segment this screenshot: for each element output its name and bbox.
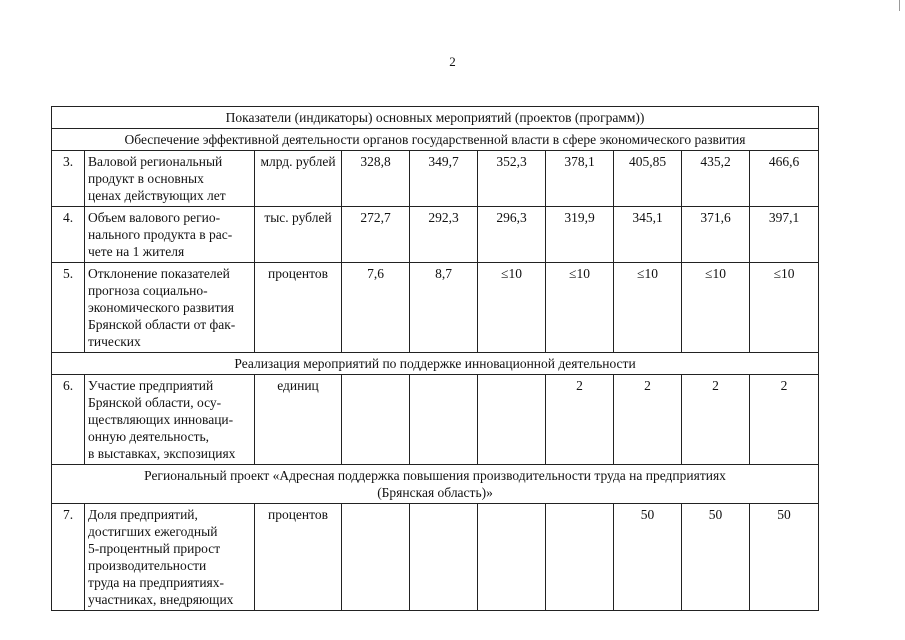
value-cell: 352,3 [478, 151, 546, 207]
value-cell: ≤10 [546, 263, 614, 353]
indicator-name-line: нального продукта в рас- [88, 227, 233, 242]
indicator-name-line: экономического развития [88, 300, 234, 315]
value-cell: 466,6 [750, 151, 819, 207]
edge-mark [899, 0, 900, 11]
indicator-name-line: Брянской области, осу- [88, 395, 222, 410]
row-number: 7. [52, 504, 85, 611]
value-cell: 292,3 [410, 207, 478, 263]
indicator-name [85, 263, 255, 353]
value-cell: 405,85 [614, 151, 682, 207]
indicators-table [51, 106, 819, 611]
value-cell: 2 [750, 375, 819, 465]
indicator-name-line: тических [88, 334, 141, 349]
page-number: 2 [449, 54, 456, 69]
value-cell: ≤10 [682, 263, 750, 353]
section-title [52, 465, 819, 504]
table-row [52, 504, 819, 611]
value-cell [478, 504, 546, 611]
indicator-name-line: Участие предприятий [88, 378, 214, 393]
indicator-name-line: ществляющих инноваци- [88, 412, 234, 427]
indicator-name-line: прогноза социально- [88, 283, 208, 298]
value-cell: 328,8 [342, 151, 410, 207]
unit-cell: процентов [255, 263, 342, 353]
indicator-name-line: Доля предприятий, [88, 507, 198, 522]
indicator-name-line: в выставках, экспозициях [88, 446, 236, 461]
indicator-name-line: онную деятельность, [88, 429, 209, 444]
indicator-name-line: ценах действующих лет [88, 188, 226, 203]
indicator-name-line: Валовой региональный [88, 154, 223, 169]
indicator-name [85, 207, 255, 263]
indicator-name-line: чете на 1 жителя [88, 244, 185, 259]
value-cell [342, 375, 410, 465]
section-row [52, 353, 819, 375]
section-title [52, 353, 819, 375]
section-title [52, 129, 819, 151]
value-cell: 8,7 [410, 263, 478, 353]
table-header-row [52, 107, 819, 129]
section-row [52, 465, 819, 504]
indicator-name-line: производительности [88, 558, 207, 573]
unit-cell: тыс. рублей [255, 207, 342, 263]
value-cell: 50 [614, 504, 682, 611]
table-row [52, 263, 819, 353]
indicator-name-line: Объем валового регио- [88, 210, 221, 225]
row-number: 4. [52, 207, 85, 263]
value-cell: 349,7 [410, 151, 478, 207]
value-cell [342, 504, 410, 611]
value-cell: 397,1 [750, 207, 819, 263]
table-row [52, 151, 819, 207]
indicator-name-line: 5-процентный прирост [88, 541, 221, 556]
indicator-name [85, 375, 255, 465]
value-cell: 50 [682, 504, 750, 611]
value-cell: ≤10 [750, 263, 819, 353]
value-cell [546, 504, 614, 611]
table-header: Показатели (индикаторы) основных мероприятий (проектов (программ)) [52, 107, 819, 129]
value-cell [410, 375, 478, 465]
indicator-name-line: Отклонение показателей [88, 266, 230, 281]
section-title-line: Региональный проект «Адресная поддержка повышения производительности труда на предприятиях [144, 468, 726, 483]
section-title-line: Реализация мероприятий по поддержке инновационной деятельности [234, 356, 636, 371]
indicator-name-line: труда на предприятиях- [88, 575, 225, 590]
table-body [52, 107, 819, 611]
indicator-name-line: Брянской области от фак- [88, 317, 236, 332]
row-number: 6. [52, 375, 85, 465]
value-cell: 50 [750, 504, 819, 611]
value-cell [410, 504, 478, 611]
indicator-name-line: участниках, внедряющих [88, 592, 234, 607]
value-cell: ≤10 [614, 263, 682, 353]
value-cell: 2 [682, 375, 750, 465]
table-row [52, 375, 819, 465]
value-cell: 435,2 [682, 151, 750, 207]
value-cell: 2 [546, 375, 614, 465]
value-cell: 371,6 [682, 207, 750, 263]
unit-cell: процентов [255, 504, 342, 611]
value-cell: 296,3 [478, 207, 546, 263]
value-cell: 378,1 [546, 151, 614, 207]
unit-cell: единиц [255, 375, 342, 465]
value-cell: 319,9 [546, 207, 614, 263]
value-cell: 2 [614, 375, 682, 465]
table-row [52, 207, 819, 263]
value-cell: 345,1 [614, 207, 682, 263]
section-title-line: Обеспечение эффективной деятельности органов государственной власти в сфере экономического развития [124, 132, 746, 147]
unit-cell: млрд. рублей [255, 151, 342, 207]
indicator-name-line: достигших ежегодный [88, 524, 218, 539]
row-number: 3. [52, 151, 85, 207]
indicator-name-line: продукт в основных [88, 171, 204, 186]
value-cell: 7,6 [342, 263, 410, 353]
value-cell: 272,7 [342, 207, 410, 263]
row-number: 5. [52, 263, 85, 353]
section-title-line: (Брянская область)» [377, 485, 493, 500]
value-cell [478, 375, 546, 465]
indicator-name [85, 504, 255, 611]
section-row [52, 129, 819, 151]
value-cell: ≤10 [478, 263, 546, 353]
indicator-name [85, 151, 255, 207]
